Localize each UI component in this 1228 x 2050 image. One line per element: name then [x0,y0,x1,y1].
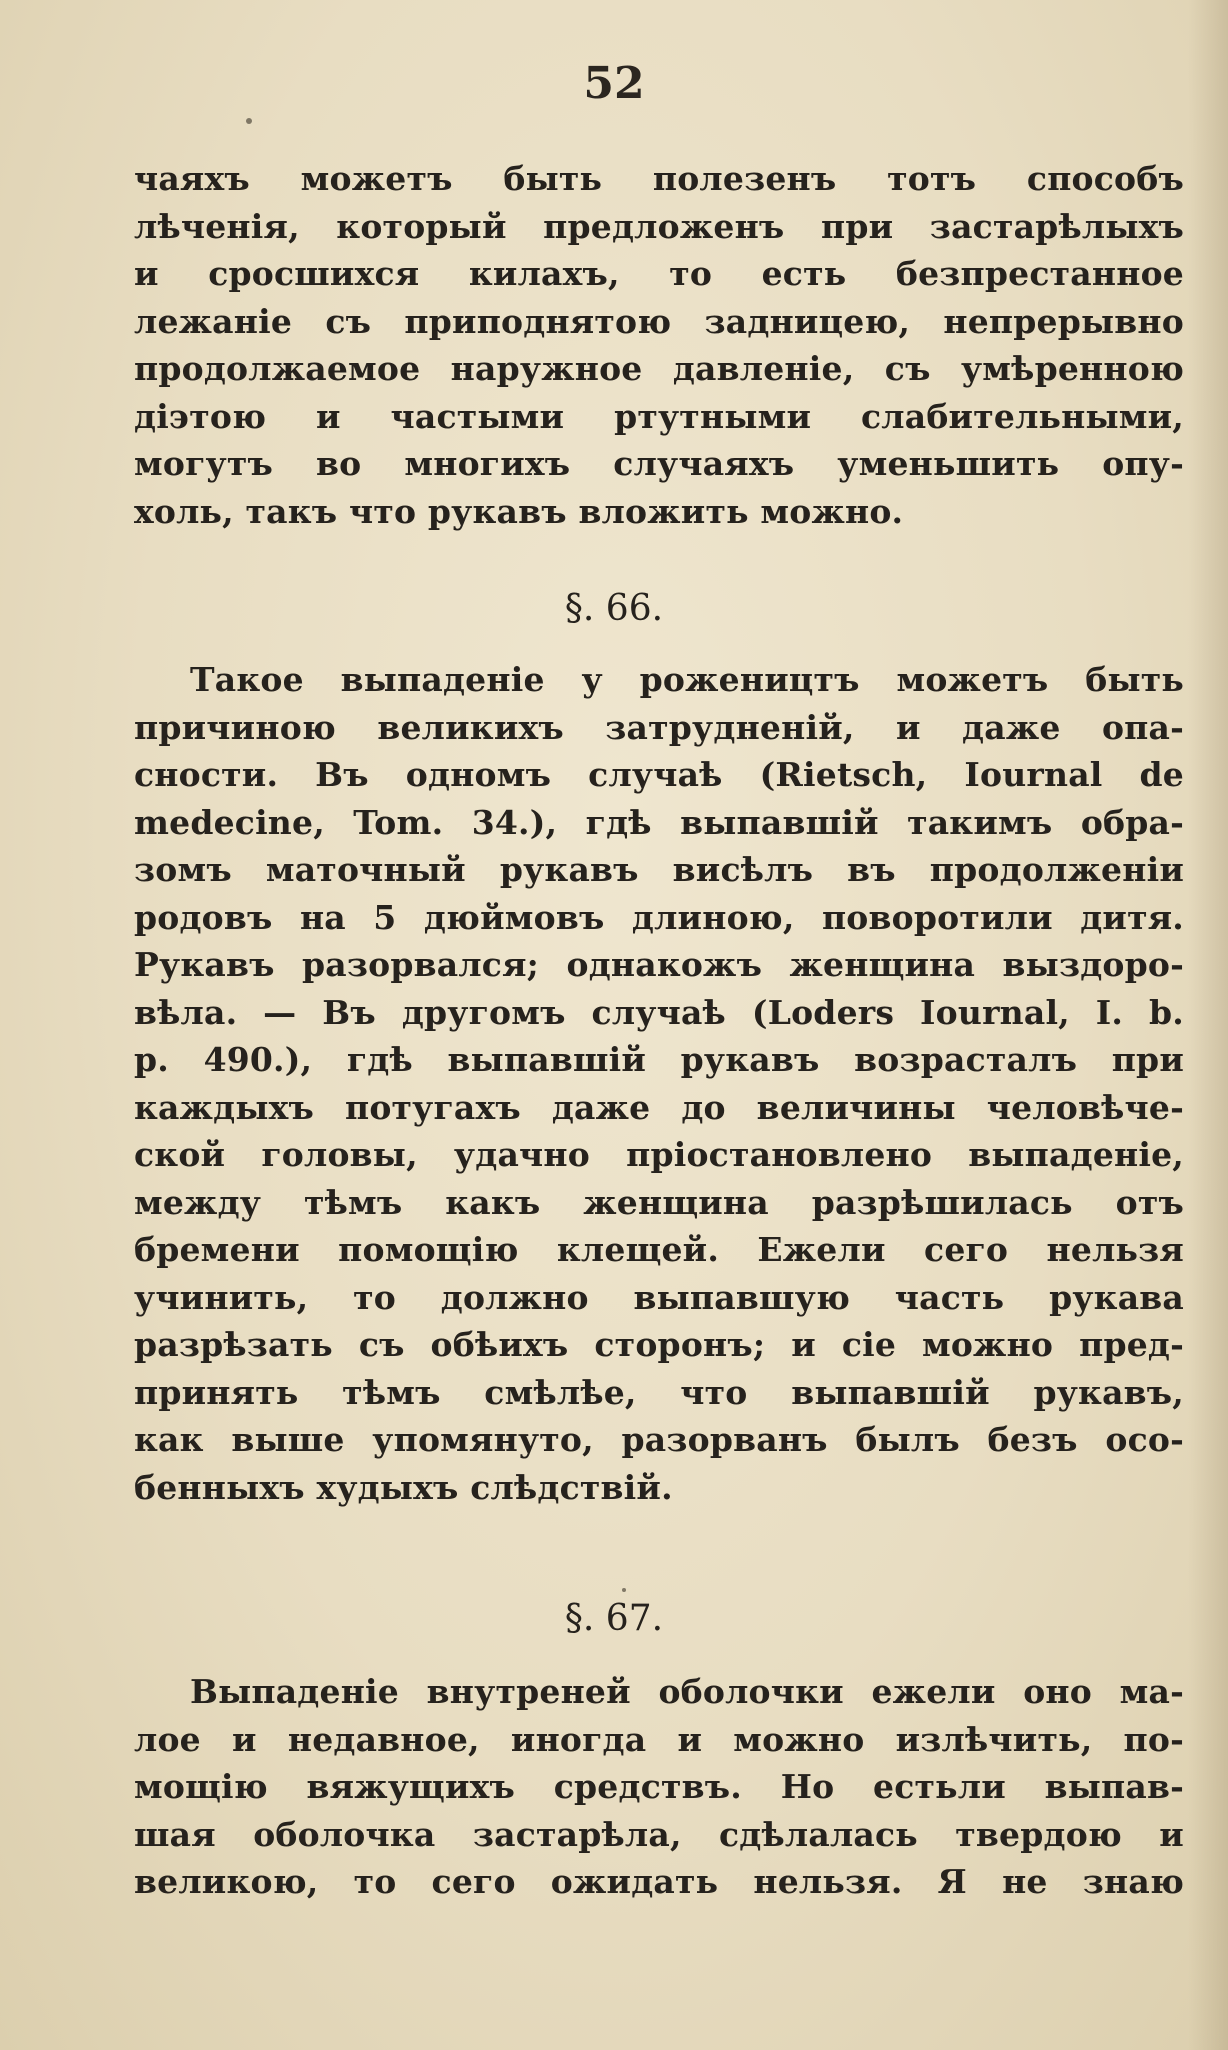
text-line: разрѣзать съ обѣихъ сторонъ; и сіе можно пред- [134,1325,1184,1364]
paragraph-continuation [134,155,1184,535]
text-line: medecine, Tom. 34.), гдѣ выпавшій такимъ обра- [134,802,1184,842]
page-edge-shadow [1188,0,1228,2050]
text-line: зомъ маточный рукавъ висѣлъ въ продолженіи [134,850,1184,889]
text-line: причиною великихъ затрудненій, и даже опа- [134,707,1184,747]
text-line: сности. Въ одномъ случаѣ (Rietsch, Iournal de [134,755,1184,794]
text-line: Рукавъ разорвался; однакожъ женщина выздоро- [134,945,1184,984]
text-line: p. 490.), гдѣ выпавшій рукавъ возрасталъ при [134,1040,1184,1079]
text-line: продолжаемое наружное давленіе, съ умѣренною [134,349,1184,388]
text-line: холь, такъ что рукавъ вложить можно. [134,491,904,531]
text-line: как выше упомянуто, разорванъ былъ безъ осо- [134,1420,1184,1459]
text-line: Выпаденіе внутреней оболочки ежели оно ма- [190,1672,1184,1711]
text-line: ской головы, удачно пріостановлено выпаденіе, [134,1135,1184,1174]
text-line: между тѣмъ какъ женщина разрѣшилась отъ [134,1182,1184,1222]
text-line: лѣченія, который предложенъ при застарѣлыхъ [134,206,1184,246]
text-line: лое и недавное, иногда и можно излѣчить, по- [134,1719,1184,1759]
text-line: могутъ во многихъ случаяхъ уменьшить опу- [134,444,1184,483]
paragraph-section-66 [134,656,1184,1511]
ink-speck [622,1588,626,1592]
text-line: бремени помощію клещей. Ежели сего нельзя [134,1230,1184,1269]
text-line: и сросшихся килахъ, то есть безпрестанное [134,254,1184,293]
text-line: мощію вяжущихъ средствъ. Но естьли выпав- [134,1767,1184,1806]
text-line: принять тѣмъ смѣлѣе, что выпавшій рукавъ, [134,1372,1184,1412]
text-line: діэтою и частыми ртутными слабительными, [134,396,1184,436]
text-line: Такое выпаденіе у рожеництъ можетъ быть [190,660,1184,699]
text-line: родовъ на 5 дюймовъ длиною, поворотили дитя. [134,897,1184,937]
text-line: чаяхъ можетъ быть полезенъ тотъ способъ [134,159,1184,198]
section-heading-67: §. 67. [564,1598,664,1639]
section-heading-66: §. 66. [564,588,664,629]
text-line: лежаніе съ приподнятою задницею, непрерывно [134,301,1184,341]
text-line: бенныхъ худыхъ слѣдствій. [134,1467,673,1507]
text-line: вѣла. — Въ другомъ случаѣ (Loders Iournal, I. b. [134,992,1184,1032]
text-line: каждыхъ потугахъ даже до величины человѣче- [134,1087,1184,1127]
text-line: великою, то сего ожидать нельзя. Я не знаю [134,1862,1184,1901]
page-number: 52 [583,58,645,109]
text-line: учинить, то должно выпавшую часть рукава [134,1277,1184,1317]
ink-speck [246,118,252,124]
text-line: шая оболочка застарѣла, сдѣлалась твердою и [134,1814,1184,1854]
paragraph-section-67 [134,1668,1184,1906]
